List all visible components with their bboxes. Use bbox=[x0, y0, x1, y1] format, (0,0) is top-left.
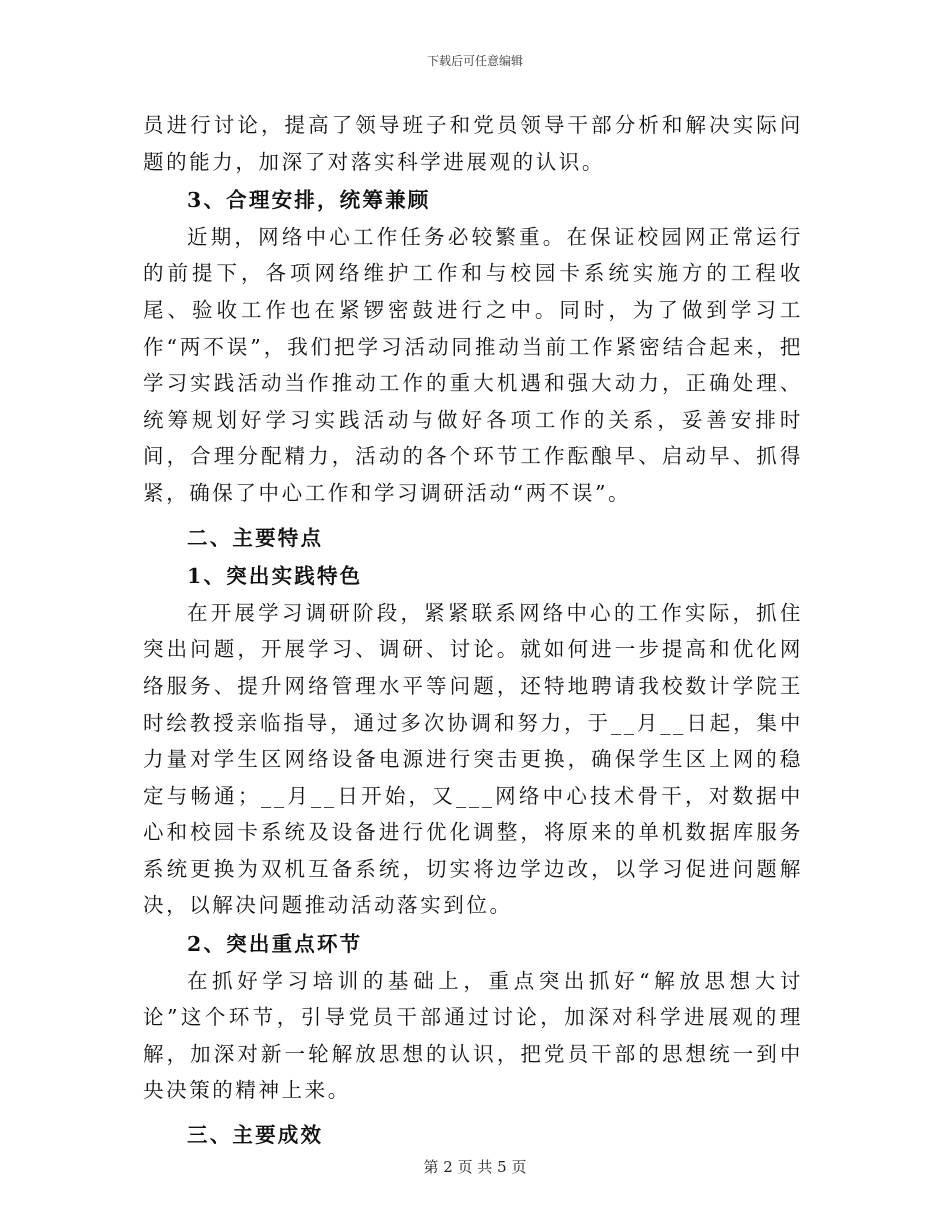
page-number: 第 2 页 共 5 页 bbox=[423, 1158, 527, 1176]
heading-main-features: 二、主要特点 bbox=[187, 525, 324, 550]
paragraph-key-links: 在抓好学习培训的基础上，重点突出抓好“解放思想大讨论”这个环节，引导党员干部通过讨论，加深对科学进展观的理解，加深对新一轮解放思想的认识，把党员干部的思想统一到中央决策的精神上来。 bbox=[143, 968, 803, 1103]
heading-practice-features: 1、突出实践特色 bbox=[187, 564, 363, 589]
paragraph-continued: 员进行讨论，提高了领导班子和党员领导干部分析和解决实际问题的能力，加深了对落实科学进展观的认识。 bbox=[143, 113, 803, 174]
paragraph-practice-features: 在开展学习调研阶段，紧紧联系网络中心的工作实际，抓住突出问题，开展学习、调研、讨论。就如何进一步提高和优化网络服务、提升网络管理水平等问题，还特地聘请我校数计学院王时绘教授亲临指导，通过多次协调和努力，于__月__日起，集中力量对学生区网络设备电源进行突击更换，确保学生区上网的稳定与畅通；__月__日开始，又___网络中心技术骨干，对数据中心和校园卡系统及设备进行优化调整，将原来的单机数据库服务系统更换为双机互备系统，切实将边学边改，以学习促进问题解决，以解决问题推动活动落实到位。 bbox=[143, 600, 803, 918]
document-body bbox=[143, 107, 803, 1156]
heading-main-results: 三、主要成效 bbox=[187, 1123, 324, 1148]
heading-key-links: 2、突出重点环节 bbox=[187, 932, 363, 957]
page-header: 下载后可任意编辑 bbox=[426, 54, 523, 68]
heading-reasonable-arrangement: 3、合理安排，统筹兼顾 bbox=[187, 188, 431, 213]
paragraph-reasonable-arrangement: 近期，网络中心工作任务必较繁重。在保证校园网正常运行的前提下，各项网络维护工作和与校园卡系统实施方的工程收尾、验收工作也在紧锣密鼓进行之中。同时，为了做到学习工作“两不误”，我们把学习活动同推动当前工作紧密结合起来，把学习实践活动当作推动工作的重大机遇和强大动力，正确处理、统筹规划好学习实践活动与做好各项工作的关系，妥善安排时间，合理分配精力，活动的各个环节工作酝酿早、启动早、抓得紧，确保了中心工作和学习调研活动“两不误”。 bbox=[143, 224, 803, 505]
